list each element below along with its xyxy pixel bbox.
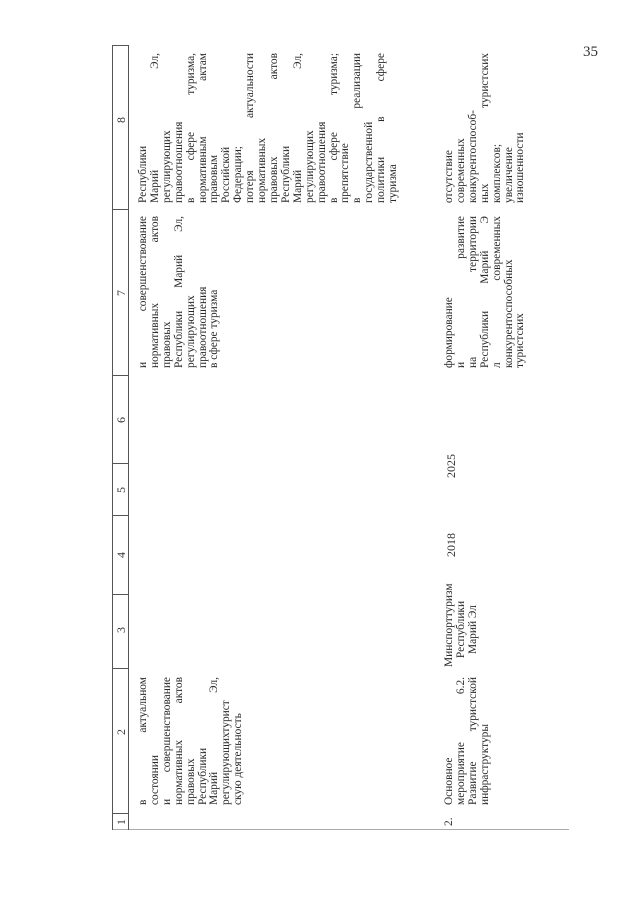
row1-col7-line: политики в сфере (375, 53, 388, 203)
row1-col2-line: состоянии (148, 755, 161, 805)
row2-col6-line: и развитие (454, 216, 467, 368)
row2-col2-line: мероприятие 6.2. (454, 677, 467, 805)
row1-col2-line: правовых (184, 758, 197, 805)
row1-col7-line: Марий Эл, (291, 53, 304, 203)
row1-col2-line: в актуальном (137, 677, 149, 805)
row1-col7-line: нормативным актам (196, 53, 209, 203)
row1-col7-line: в сфере туризма; (327, 53, 340, 203)
row1-col2-line: Марий Эл, (208, 677, 221, 805)
row1-col7-line: туризма (387, 164, 400, 203)
row1-col6-line: и совершенствование (137, 216, 149, 368)
row1-col7-line: в реализации (351, 53, 364, 203)
row1-col7-line: регулирующих (303, 130, 316, 203)
row1-col7-line: Республики (137, 145, 149, 203)
row1-col2-line: нормативных актов (172, 677, 185, 805)
row2-col7-line: увеличение (502, 147, 515, 203)
row2-col6-line: конкурентоспособных (502, 259, 515, 368)
row1-col7-line: потеря актуальности (244, 53, 257, 203)
col-header-8: 8 (114, 117, 128, 123)
page-number: 35 (583, 44, 598, 60)
row1-col7-line: препятствие (339, 143, 352, 203)
col-header-2: 2 (114, 729, 128, 735)
row1-col6-line: в сфере туризма (208, 289, 221, 368)
row1-col7-line: Российской (220, 146, 233, 203)
row2-col6-line: л современных (490, 216, 503, 368)
row2-col6-line: Республики Марий Э (478, 216, 491, 368)
row1-col2-line: скую деятельность (232, 713, 245, 805)
row1-col6-line: регулирующих (184, 295, 197, 368)
row2-col7-line: конкурентоспособ- (466, 110, 479, 203)
row2-col7-line: ных туристских (478, 53, 491, 203)
row1-col2-line: Республики (196, 747, 209, 805)
col-header-5: 5 (114, 487, 128, 493)
row2-start-year: 2018 (444, 533, 458, 557)
row2-col3-line: Марий Эл (466, 605, 479, 654)
row2-col6-line: туристских (514, 313, 527, 368)
row1-col7-line: правоотношения (315, 121, 328, 203)
row1-col7-line: регулирующих (160, 130, 173, 203)
row2-col6-line: формирование (443, 297, 455, 368)
row2-col7-line: отсутствие (443, 150, 455, 203)
row2-col7-line: комплексов; (490, 143, 503, 203)
row1-col6-line: правоотношения (196, 286, 209, 368)
row1-col6-line: нормативных актов (148, 216, 161, 368)
row1-col7-line: государственной (363, 121, 376, 203)
row2-col2-line: инфраструктуры (478, 724, 491, 805)
row1-col7-line: правовых актов (267, 53, 280, 203)
row1-col7-line: правовым (208, 154, 221, 203)
row1-col7-line: Марий Эл, (148, 53, 161, 203)
row1-col7-line: Федерации; (232, 146, 245, 203)
row2-number-text: 2. (443, 817, 455, 826)
col-header-3: 3 (114, 627, 128, 633)
row1-col6-line: правовых (160, 321, 173, 368)
row1-col7-line: Республики (279, 145, 292, 203)
row2-col2-line: Развитие туристской (466, 677, 479, 805)
row2-col6-line: на территории (466, 216, 479, 368)
row2-end-year: 2025 (444, 454, 458, 478)
row2-col3-line: Республики (454, 600, 467, 659)
row1-col7-line: правоотношения (172, 121, 185, 203)
row1-col2-line: и совершенствование (160, 677, 173, 805)
col-header-6: 6 (114, 417, 128, 423)
col-header-4: 4 (114, 552, 128, 558)
col8-frame (112, 45, 569, 830)
row2-col3-line: Минспорттуризм (443, 583, 455, 667)
row1-col2-line: регулирующихтурист (220, 700, 233, 805)
row1-col7-line: в сфере туризма, (184, 53, 197, 203)
row2-col7-line: современных (454, 138, 467, 203)
col-header-7: 7 (114, 290, 128, 296)
row1-col6-line: Республики Марий Эл, (172, 216, 185, 368)
row2-col2-line: Основное (443, 757, 455, 805)
row2-col7-line: изношенности (514, 132, 527, 203)
row1-col7-line: нормативных (256, 137, 269, 203)
col-header-1: 1 (114, 819, 128, 825)
